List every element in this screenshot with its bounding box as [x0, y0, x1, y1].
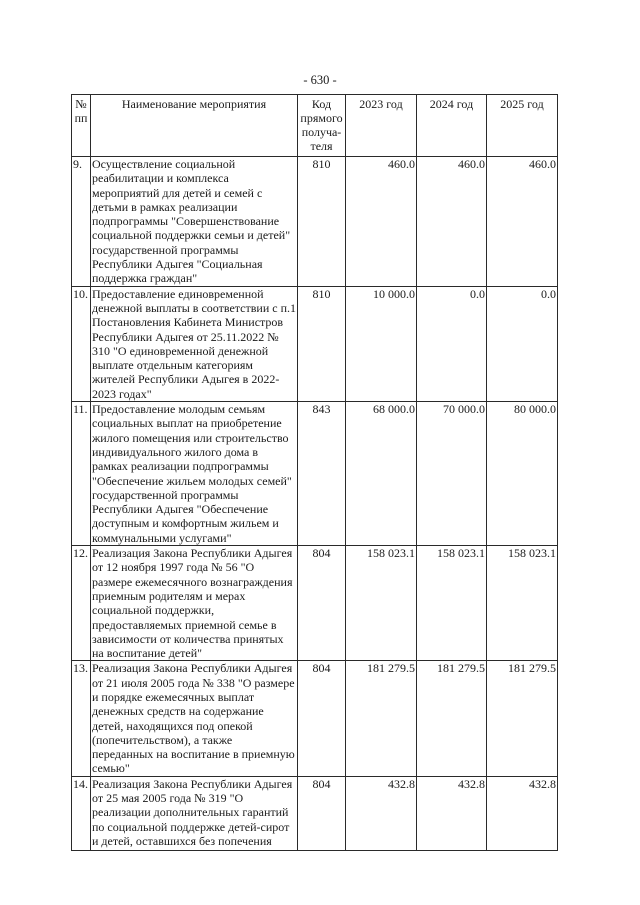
page-number: - 630 -	[303, 73, 337, 87]
value-2023: 10 000.0	[346, 286, 417, 401]
activity-name: Предоставление единовременной денежной выплаты в соответствии с п.1 Постановления Кабинета Министров Республики Адыгея от 25.11.2022 № 310 "О единовременной денежной выплате отдельным категориям жителей Республики Адыгея в 2022-2023 годах"	[92, 286, 296, 401]
value-2023: 181 279.5	[346, 661, 417, 776]
row-number: 12.	[72, 546, 91, 661]
recipient-code: 804	[298, 661, 346, 776]
recipient-code: 804	[298, 776, 346, 850]
recipient-code: 810	[298, 157, 346, 287]
table-row	[72, 286, 558, 401]
value-2024: 432.8	[417, 776, 487, 850]
activity-name: Осуществление социальной реабилитации и комплекса мероприятий для детей и семей с детьми в рамках реализации подпрограммы "Совершенствование социальной поддержки семьи и детей" государственной программы Республики Адыгея "Социальная поддержка граждан"	[91, 157, 298, 287]
table-row	[72, 546, 558, 661]
table-header	[72, 95, 558, 157]
value-2025: 80 000.0	[487, 402, 558, 546]
value-2025: 460.0	[487, 157, 558, 287]
table-row	[72, 776, 558, 850]
recipient-code: 843	[298, 402, 346, 546]
budget-table	[71, 94, 558, 851]
header-2024: 2024 год	[417, 95, 487, 157]
value-2023: 460.0	[346, 157, 417, 287]
recipient-code: 804	[298, 546, 346, 661]
value-2023: 158 023.1	[346, 546, 417, 661]
value-2024: 70 000.0	[417, 402, 487, 546]
header-2025: 2025 год	[487, 95, 558, 157]
value-2023: 68 000.0	[346, 402, 417, 546]
header-name: Наименование мероприятия	[91, 95, 298, 157]
value-2024: 0.0	[417, 286, 487, 401]
value-2025: 432.8	[487, 776, 558, 850]
row-number: 9.	[72, 157, 91, 287]
table-body	[72, 157, 558, 851]
activity-name: Реализация Закона Республики Адыгея от 25 мая 2005 года № 319 "О реализации дополнительных гарантий по социальной поддержке детей-сирот и детей, оставшихся без попечения	[91, 776, 298, 850]
row-number: 13.	[72, 661, 91, 776]
value-2025: 0.0	[487, 286, 558, 401]
header-num: № пп	[72, 95, 91, 157]
header-2023: 2023 год	[346, 95, 417, 157]
activity-name: Реализация Закона Республики Адыгея от 21 июля 2005 года № 338 "О размере и порядке ежемесячных выплат денежных средств на содержание детей, находящихся под опекой (попечительством), а также переданных на воспитание в приемную семью"	[91, 661, 298, 776]
table-row	[72, 157, 558, 287]
value-2024: 460.0	[417, 157, 487, 287]
value-2023: 432.8	[346, 776, 417, 850]
header-code: Код прямого получа-теля	[298, 95, 346, 157]
value-2024: 181 279.5	[417, 661, 487, 776]
row-number: 11.	[72, 402, 91, 546]
value-2024: 158 023.1	[417, 546, 487, 661]
activity-name: Реализация Закона Республики Адыгея от 12 ноября 1997 года № 56 "О размере ежемесячного вознаграждения приемным родителям и мерах социальной поддержки, предоставляемых приемной семье в зависимости от количества принятых на воспитание детей"	[91, 546, 298, 661]
activity-name: Предоставление молодым семьям социальных выплат на приобретение жилого помещения или строительство индивидуального жилого дома в рамках реализации подпрограммы "Обеспечение жильем молодых семей" государственной программы Республики Адыгея "Обеспечение доступным и комфортным жильем и коммунальными услугами"	[91, 402, 298, 546]
table-row	[72, 402, 558, 546]
recipient-code: 810	[298, 286, 346, 401]
table-row	[72, 661, 558, 776]
row-number: 14.	[72, 776, 91, 850]
row-number: 10.	[72, 286, 91, 401]
value-2025: 158 023.1	[487, 546, 558, 661]
value-2025: 181 279.5	[487, 661, 558, 776]
